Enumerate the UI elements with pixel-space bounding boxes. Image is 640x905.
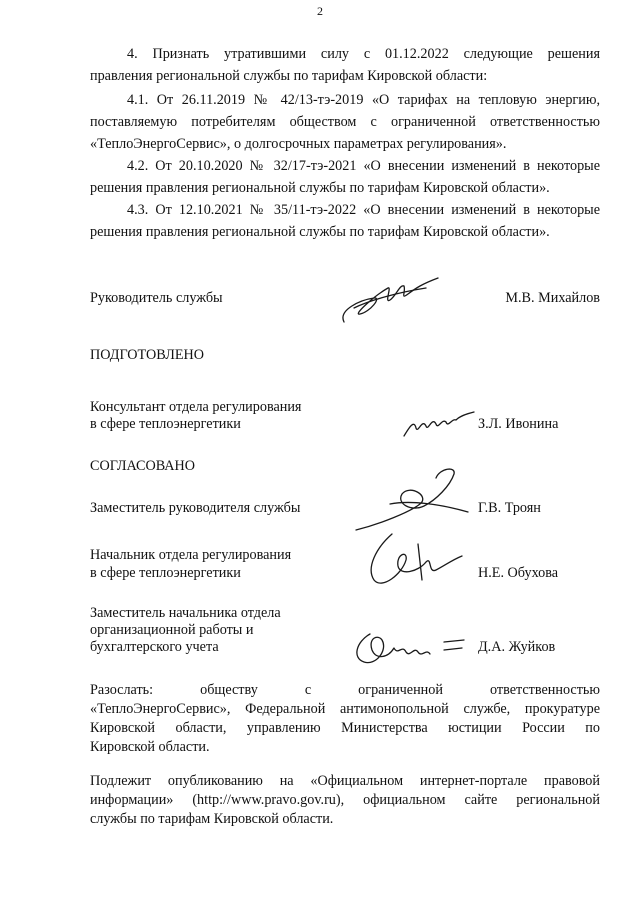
item4-line2: правления региональной службы по тарифам Кировской области: — [90, 68, 488, 84]
item4-2-line2: решения правления региональной службы по тарифам Кировской области». — [90, 180, 550, 196]
item4-1-line2: поставляемую потребителям обществом с ограниченной ответственностью — [90, 114, 600, 130]
agreed-person-2-position-line2: в сфере теплоэнергетики — [90, 565, 241, 581]
agreed-person-3-position-line2: организационной работы и — [90, 622, 254, 638]
agreed-heading: СОГЛАСОВАНО — [90, 458, 196, 474]
agreed-person-3-signature — [348, 622, 478, 670]
agreed-person-3-name: Д.А. Жуйков — [478, 639, 556, 655]
distribution-line1: Разослать: обществу с ограниченной ответственностью — [90, 682, 600, 698]
item4-2-line1: 4.2. От 20.10.2020 № 32/17-тэ-2021 «О внесении изменений в некоторые — [127, 158, 600, 174]
publication-line1: Подлежит опубликованию на «Официальном интернет-портале правовой — [90, 773, 600, 789]
agreed-person-2-name: Н.Е. Обухова — [478, 565, 559, 581]
agreed-person-1-name: Г.В. Троян — [478, 500, 541, 516]
publication-line3: службы по тарифам Кировской области. — [90, 811, 334, 827]
item4-1-line3: «ТеплоЭнергоСервис», о долгосрочных параметрах регулирования». — [90, 136, 507, 152]
distribution-line4: Кировской области. — [90, 739, 210, 755]
item4-3-line2: решения правления региональной службы по тарифам Кировской области». — [90, 224, 550, 240]
distribution-line2: «ТеплоЭнергоСервис», Федеральной антимонопольной службе, прокуратуре — [90, 701, 600, 717]
agreed-person-2-position-line1: Начальник отдела регулирования — [90, 547, 292, 563]
prepared-signature — [400, 406, 480, 442]
signatory-position: Руководитель службы — [90, 290, 223, 306]
prepared-heading: ПОДГОТОВЛЕНО — [90, 347, 204, 363]
agreed-person-1-position: Заместитель руководителя службы — [90, 500, 301, 516]
agreed-person-3-position-line1: Заместитель начальника отдела — [90, 605, 281, 621]
publication-line2: информации» (http://www.pravo.gov.ru), официальном сайте региональной — [90, 792, 600, 808]
item4-1-line1: 4.1. От 26.11.2019 № 42/13-тэ-2019 «О тарифах на тепловую энергию, — [127, 92, 600, 108]
signatory-name: М.В. Михайлов — [505, 290, 600, 306]
item4-3-line1: 4.3. От 12.10.2021 № 35/11-тэ-2022 «О внесении изменений в некоторые — [127, 202, 600, 218]
page-number: 2 — [317, 4, 323, 18]
prepared-position-line1: Консультант отдела регулирования — [90, 399, 302, 415]
agreed-person-2-signature — [362, 524, 472, 594]
prepared-position-line2: в сфере теплоэнергетики — [90, 416, 241, 432]
distribution-line3: Кировской области, управлению Министерства юстиции России по — [90, 720, 600, 736]
agreed-person-3-position-line3: бухгалтерского учета — [90, 639, 219, 655]
item4-line1: 4. Признать утратившими силу с 01.12.2022 следующие решения — [127, 46, 600, 62]
prepared-name: З.Л. Ивонина — [478, 416, 559, 432]
